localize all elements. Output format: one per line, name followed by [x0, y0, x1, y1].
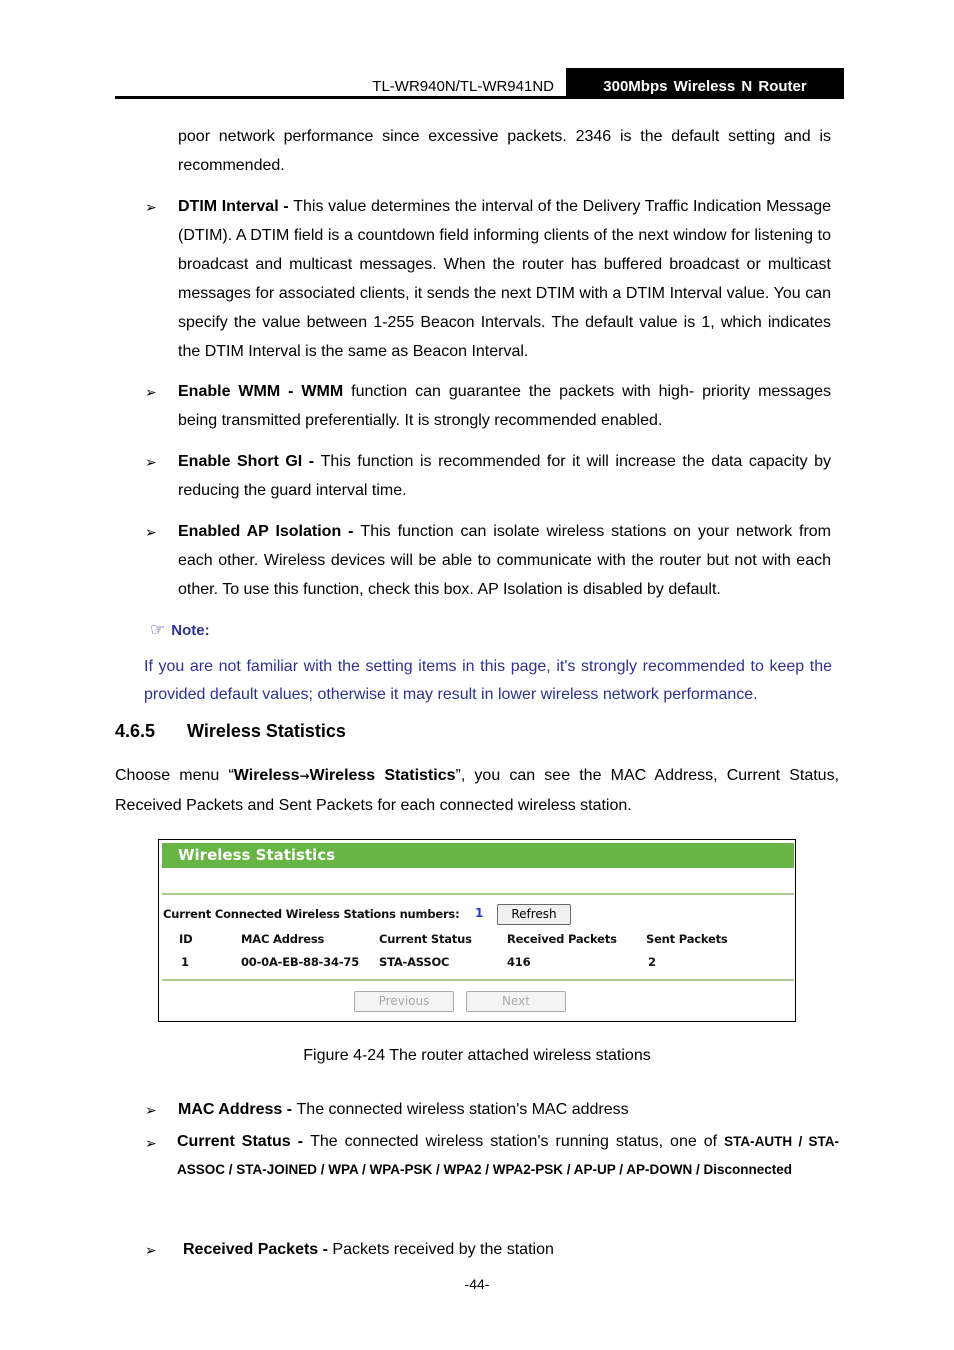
term-short-gi: Enable Short GI -: [178, 453, 321, 470]
header-model: TL-WR940N/TL-WR941ND: [372, 78, 554, 95]
desc-wmm: function can guarantee the packets with high- priority messages being transmitted preferentially. It is strongly recommended enabled.: [178, 383, 832, 429]
divider: [162, 979, 794, 981]
table-cell: 00-0A-EB-88-34-75: [241, 955, 360, 969]
term-wmm: Enable WMM - WMM: [178, 383, 344, 400]
column-header: MAC Address: [241, 932, 325, 946]
menu-wireless-statistics: Wireless Statistics: [309, 767, 456, 784]
menu-wireless: Wireless: [233, 767, 300, 784]
refresh-button[interactable]: Refresh: [497, 904, 571, 925]
column-header: Current Status: [379, 932, 472, 946]
intro-post: ”, you can see the MAC Address, Current Status, Received Packets and Sent Packets for each connected wireless station.: [115, 767, 840, 814]
term-mac: MAC Address -: [178, 1101, 297, 1118]
bullet-received-packets: [183, 1235, 833, 1264]
continuation-paragraph: poor network performance since excessive packets. 2346 is the default setting and is recommended.: [178, 128, 831, 174]
page-header: [115, 68, 844, 99]
bullet-marker: ➢: [145, 1242, 157, 1258]
divider: [162, 893, 794, 895]
bullet-dtim-interval: [178, 192, 831, 366]
page-number: -44-: [464, 1276, 490, 1292]
bullet-enable-wmm: [178, 377, 831, 435]
desc-ap-isolation: This function can isolate wireless stations on your network from each other. Wireless devices will be able to communicate with the router but not with each other. To use this function, check this box. AP Isolation is disabled by default.: [178, 523, 831, 598]
desc-dtim: This value determines the interval of the Delivery Traffic Indication Message (DTIM). A DTIM field is a countdown field informing clients of the next window for listening to broadcast and multicast messages. When the router has buffered broadcast or multicast messages for associated clients, it sends the next DTIM with a DTIM Interval value. You can specify the value between 1-255 Beacon Intervals. The default value is 1, which indicates the DTIM Interval is the same as Beacon Interval.: [178, 198, 831, 360]
header-rule: [115, 96, 844, 99]
panel-title-bar: [162, 843, 794, 868]
wireless-statistics-screenshot: [158, 839, 796, 1022]
section-number: 4.6.5: [115, 721, 156, 741]
bullet-current-status: [177, 1128, 839, 1184]
bullet-marker: ➢: [145, 384, 157, 400]
note-text: If you are not familiar with the setting items in this page, it's strongly recommended to keep the provided default values; otherwise it may result in lower wireless network performance.: [144, 658, 832, 703]
table-cell: 416: [507, 955, 531, 969]
term-dtim: DTIM Interval -: [178, 198, 294, 215]
bullet-marker: ➢: [145, 524, 157, 540]
stations-count: 1: [475, 906, 484, 920]
term-received: Received Packets -: [183, 1241, 333, 1258]
bullet-mac-address: [178, 1095, 839, 1124]
panel-title: Wireless Statistics: [178, 846, 336, 864]
section-heading: [115, 721, 346, 742]
bullet-marker: ➢: [145, 454, 157, 470]
table-cell: 1: [181, 955, 189, 969]
section-title: Wireless Statistics: [187, 721, 346, 741]
bullet-marker: ➢: [145, 1102, 157, 1118]
note-heading: [150, 620, 210, 640]
column-header: Sent Packets: [646, 932, 728, 946]
figure-caption: Figure 4-24 The router attached wireless stations: [303, 1047, 651, 1064]
bullet-ap-isolation: [178, 517, 831, 604]
intro-paragraph: [115, 761, 839, 820]
next-button[interactable]: Next: [466, 991, 566, 1012]
menu-arrow-icon: →: [299, 769, 310, 783]
term-ap-isolation: Enabled AP Isolation -: [178, 523, 361, 540]
column-header: Received Packets: [507, 932, 617, 946]
bullet-marker: ➢: [145, 199, 157, 215]
table-cell: 2: [648, 955, 656, 969]
term-status: Current Status -: [177, 1133, 311, 1150]
desc-mac: The connected wireless station's MAC address: [296, 1101, 629, 1118]
desc-short-gi: This function is recommended for it will increase the data capacity by reducing the guard interval time.: [178, 453, 832, 499]
note-label: Note:: [171, 622, 210, 639]
pointing-hand-icon: ☞: [150, 620, 166, 640]
intro-pre: Choose menu “: [115, 767, 234, 784]
bullet-marker: ➢: [145, 1135, 157, 1151]
header-product: 300Mbps Wireless N Router: [566, 68, 844, 99]
desc-received: Packets received by the station: [332, 1241, 554, 1258]
desc-status: The connected wireless station's running status, one of: [310, 1133, 725, 1150]
stations-label: Current Connected Wireless Stations numbers:: [163, 907, 460, 921]
column-header: ID: [179, 932, 193, 946]
status-values: STA-AUTH / STA-ASSOC / STA-JOINED / WPA / WPA-PSK / WPA2 / WPA2-PSK / AP-UP / AP-DOWN / Disconnected: [177, 1134, 840, 1177]
bullet-short-gi: [178, 447, 831, 505]
previous-button[interactable]: Previous: [354, 991, 454, 1012]
table-cell: STA-ASSOC: [379, 955, 450, 969]
